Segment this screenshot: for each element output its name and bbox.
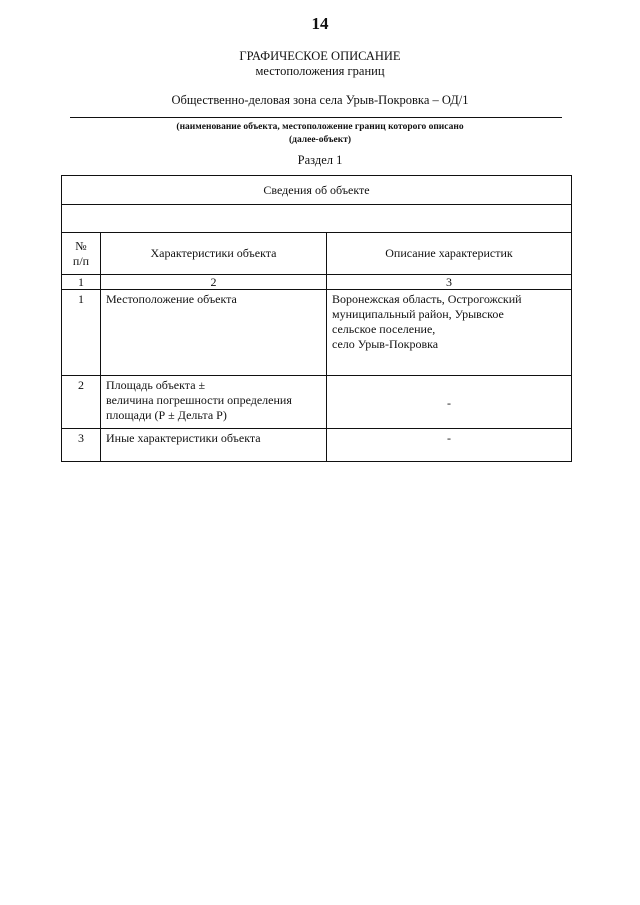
column-number-2: 2 [101, 275, 327, 290]
object-name-caption [0, 121, 640, 147]
row-number: 2 [62, 376, 101, 429]
row-characteristic: Площадь объекта ± величина погрешности определения площади (Р ± Дельта Р) [101, 376, 327, 429]
row-characteristic: Местоположение объекта [101, 290, 327, 376]
page-number: 14 [311, 14, 329, 33]
table-empty-row [62, 205, 572, 233]
row-description: - [327, 429, 572, 462]
caption-line-2: (далее-объект) [288, 135, 352, 145]
column-header-row [62, 233, 572, 275]
row-description: Воронежская область, Острогожский муниципальный район, Урывское сельское поселение, село Урыв-Покровка [327, 290, 572, 376]
column-number-row [62, 275, 572, 290]
title-line-2: местоположения границ [255, 64, 385, 78]
column-header-num: № п/п [62, 233, 101, 275]
column-number-1: 1 [62, 275, 101, 290]
row-description: - [327, 376, 572, 429]
column-header-description: Описание характеристик [327, 233, 572, 275]
section-label: Раздел 1 [297, 153, 343, 167]
column-number-3: 3 [327, 275, 572, 290]
document-title [0, 49, 640, 79]
empty-cell [62, 205, 572, 233]
table-row [62, 429, 572, 462]
object-name: Общественно-деловая зона села Урыв-Покровка – ОД/1 [171, 93, 469, 107]
table-row [62, 376, 572, 429]
column-header-characteristic: Характеристики объекта [101, 233, 327, 275]
name-underline [70, 117, 562, 118]
row-characteristic: Иные характеристики объекта [101, 429, 327, 462]
table-header-row [62, 176, 572, 205]
caption-line-1: (наименование объекта, местоположение границ которого описано [176, 122, 464, 132]
table-header: Сведения об объекте [62, 176, 572, 205]
row-number: 1 [62, 290, 101, 376]
title-line-1: ГРАФИЧЕСКОЕ ОПИСАНИЕ [239, 49, 401, 63]
table-row [62, 290, 572, 376]
object-info-table [61, 175, 572, 462]
row-number: 3 [62, 429, 101, 462]
